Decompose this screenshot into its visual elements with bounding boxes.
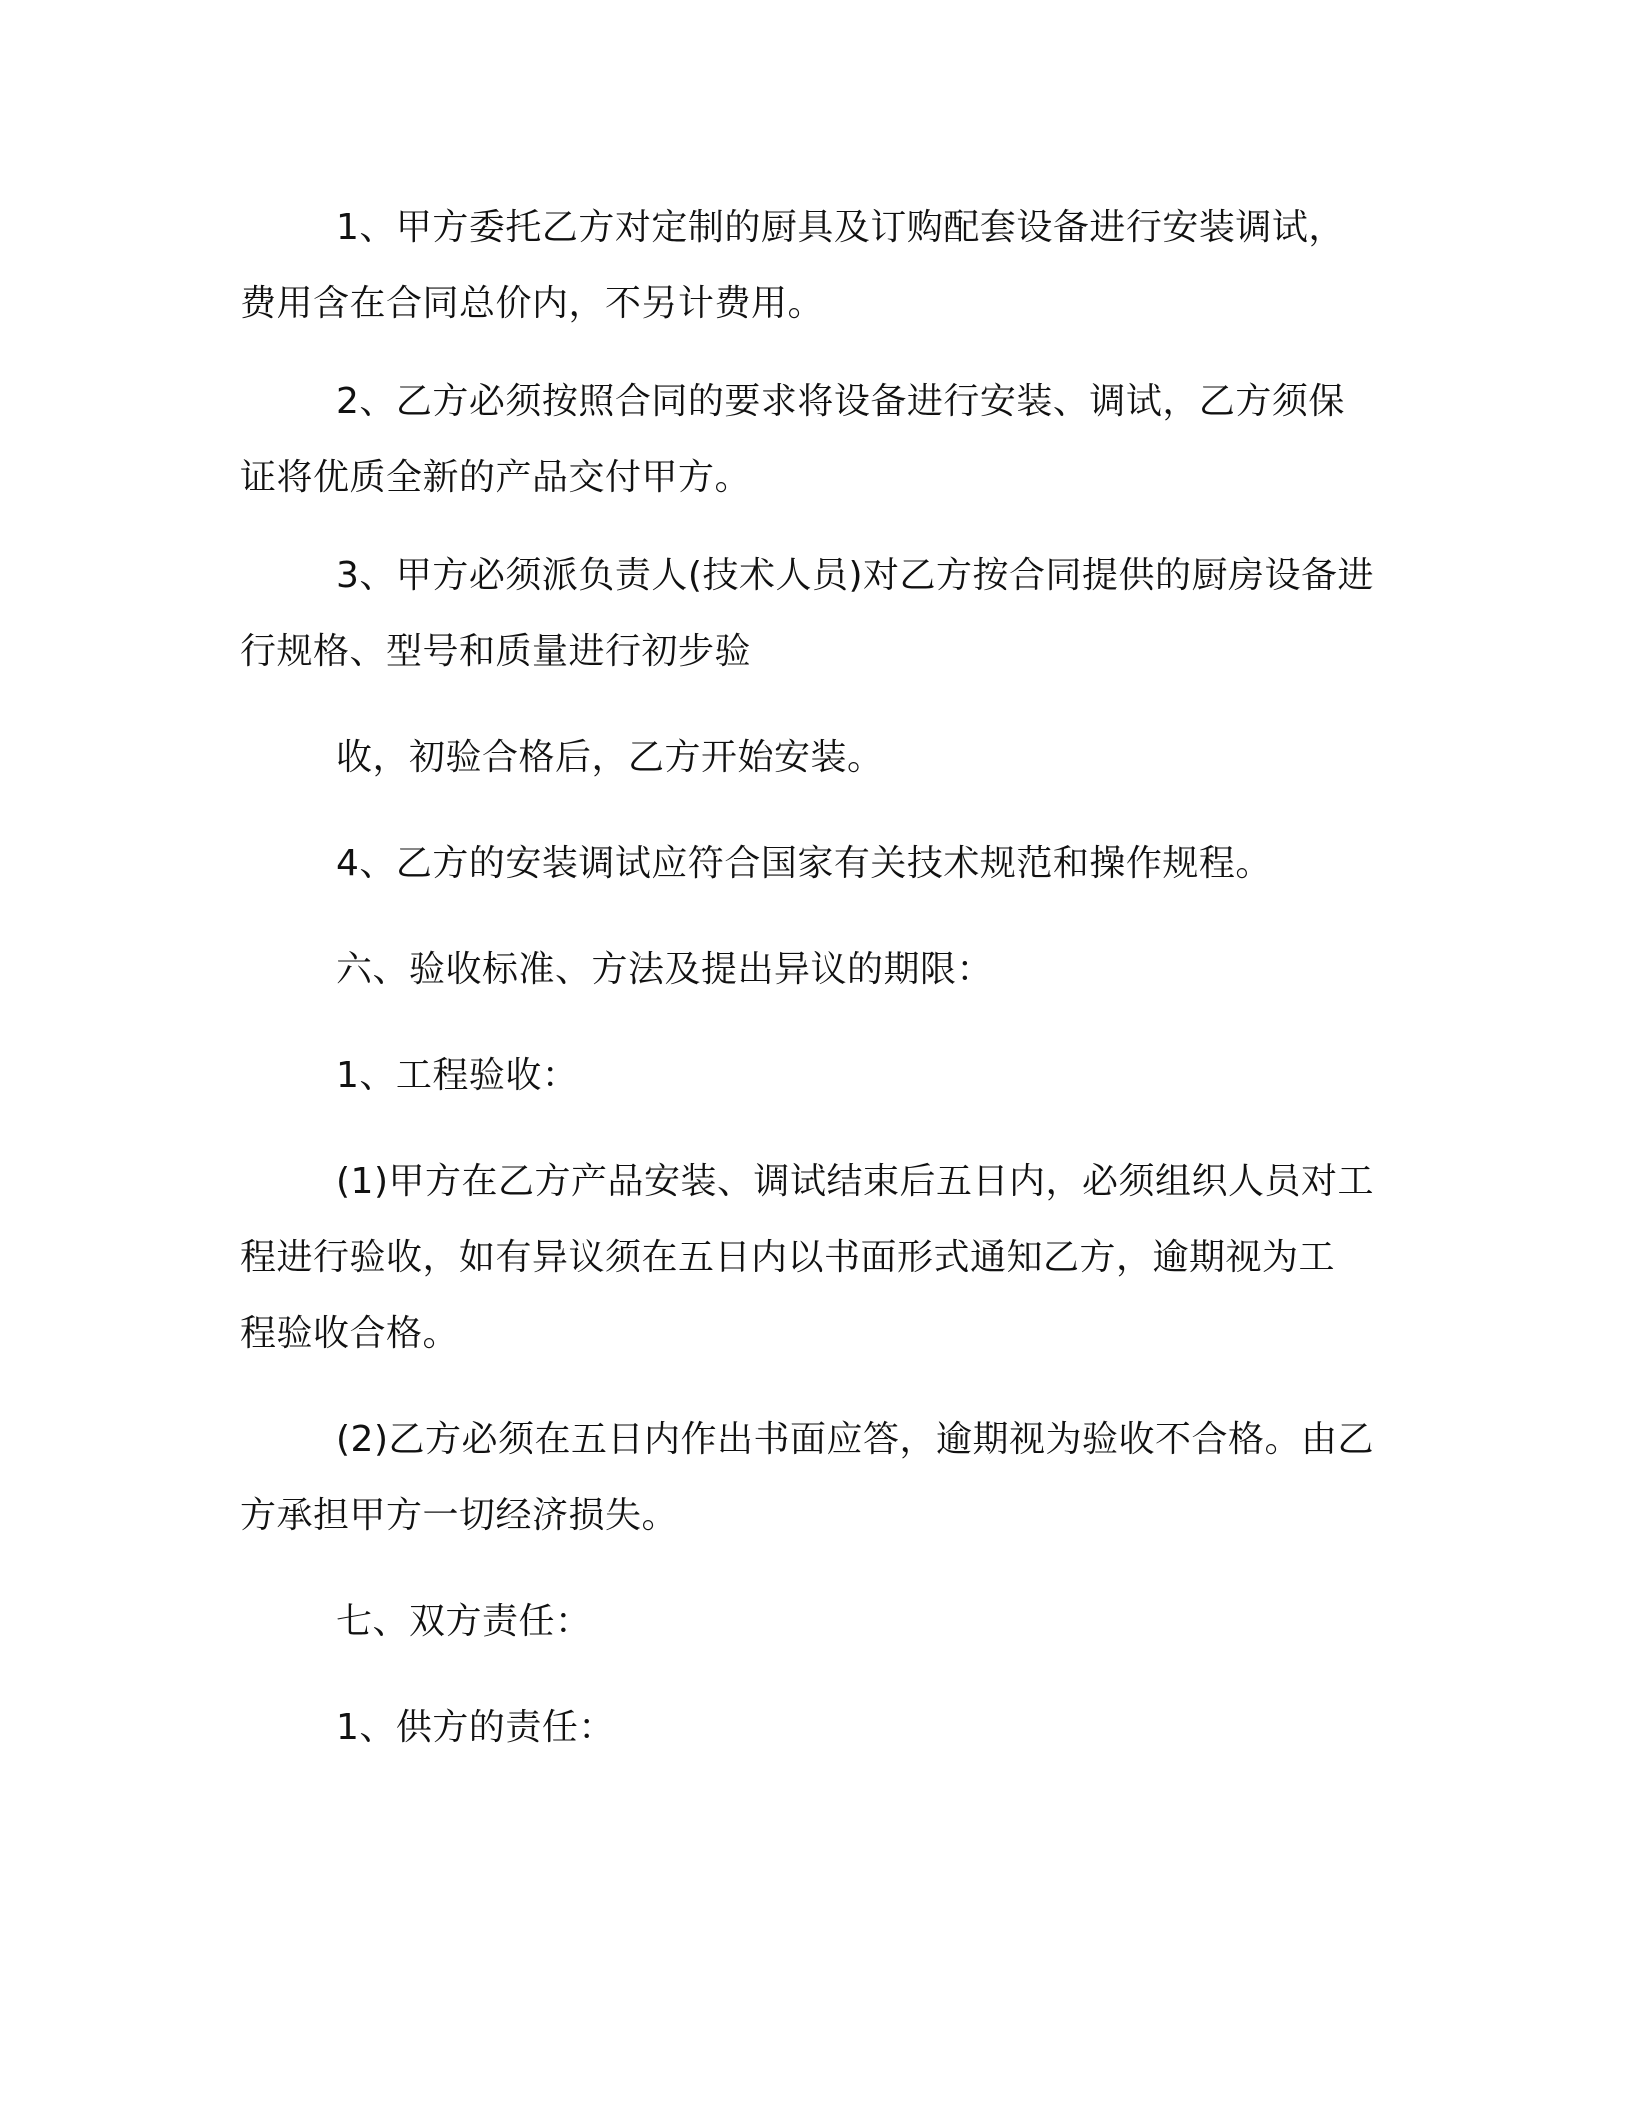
section-heading-7: 七、双方责任： — [336, 1601, 592, 1642]
paragraph-4: 收，初验合格后，乙方开始安装。 — [336, 737, 884, 778]
subheading-engineering-acceptance: 1、工程验收： — [336, 1055, 579, 1096]
paragraph-6: (1)甲方在乙方产品安装、调试结束后五日内，必须组织人员对工 程进行验收，如有异议须在五日内以书面形式通知乙方，逾期视为工 程验收合格。 — [240, 1161, 1374, 1354]
paragraph-5: 4、乙方的安装调试应符合国家有关技术规范和操作规程。 — [336, 843, 1272, 884]
section-heading-6: 六、验收标准、方法及提出异议的期限： — [336, 949, 994, 990]
paragraph-7: (2)乙方必须在五日内作出书面应答，逾期视为验收不合格。由乙 方承担甲方一切经济损失。 — [240, 1419, 1374, 1536]
paragraph-3: 3、甲方必须派负责人(技术人员)对乙方按合同提供的厨房设备进 行规格、型号和质量进行初步验 — [240, 555, 1374, 672]
subheading-supplier-responsibility: 1、供方的责任： — [336, 1707, 615, 1748]
paragraph-1: 1、甲方委托乙方对定制的厨具及订购配套设备进行安装调试， 费用含在合同总价内，不另计费用。 — [240, 207, 1345, 324]
document-body — [240, 190, 1390, 1766]
paragraph-2: 2、乙方必须按照合同的要求将设备进行安装、调试，乙方须保 证将优质全新的产品交付甲方。 — [240, 381, 1345, 498]
